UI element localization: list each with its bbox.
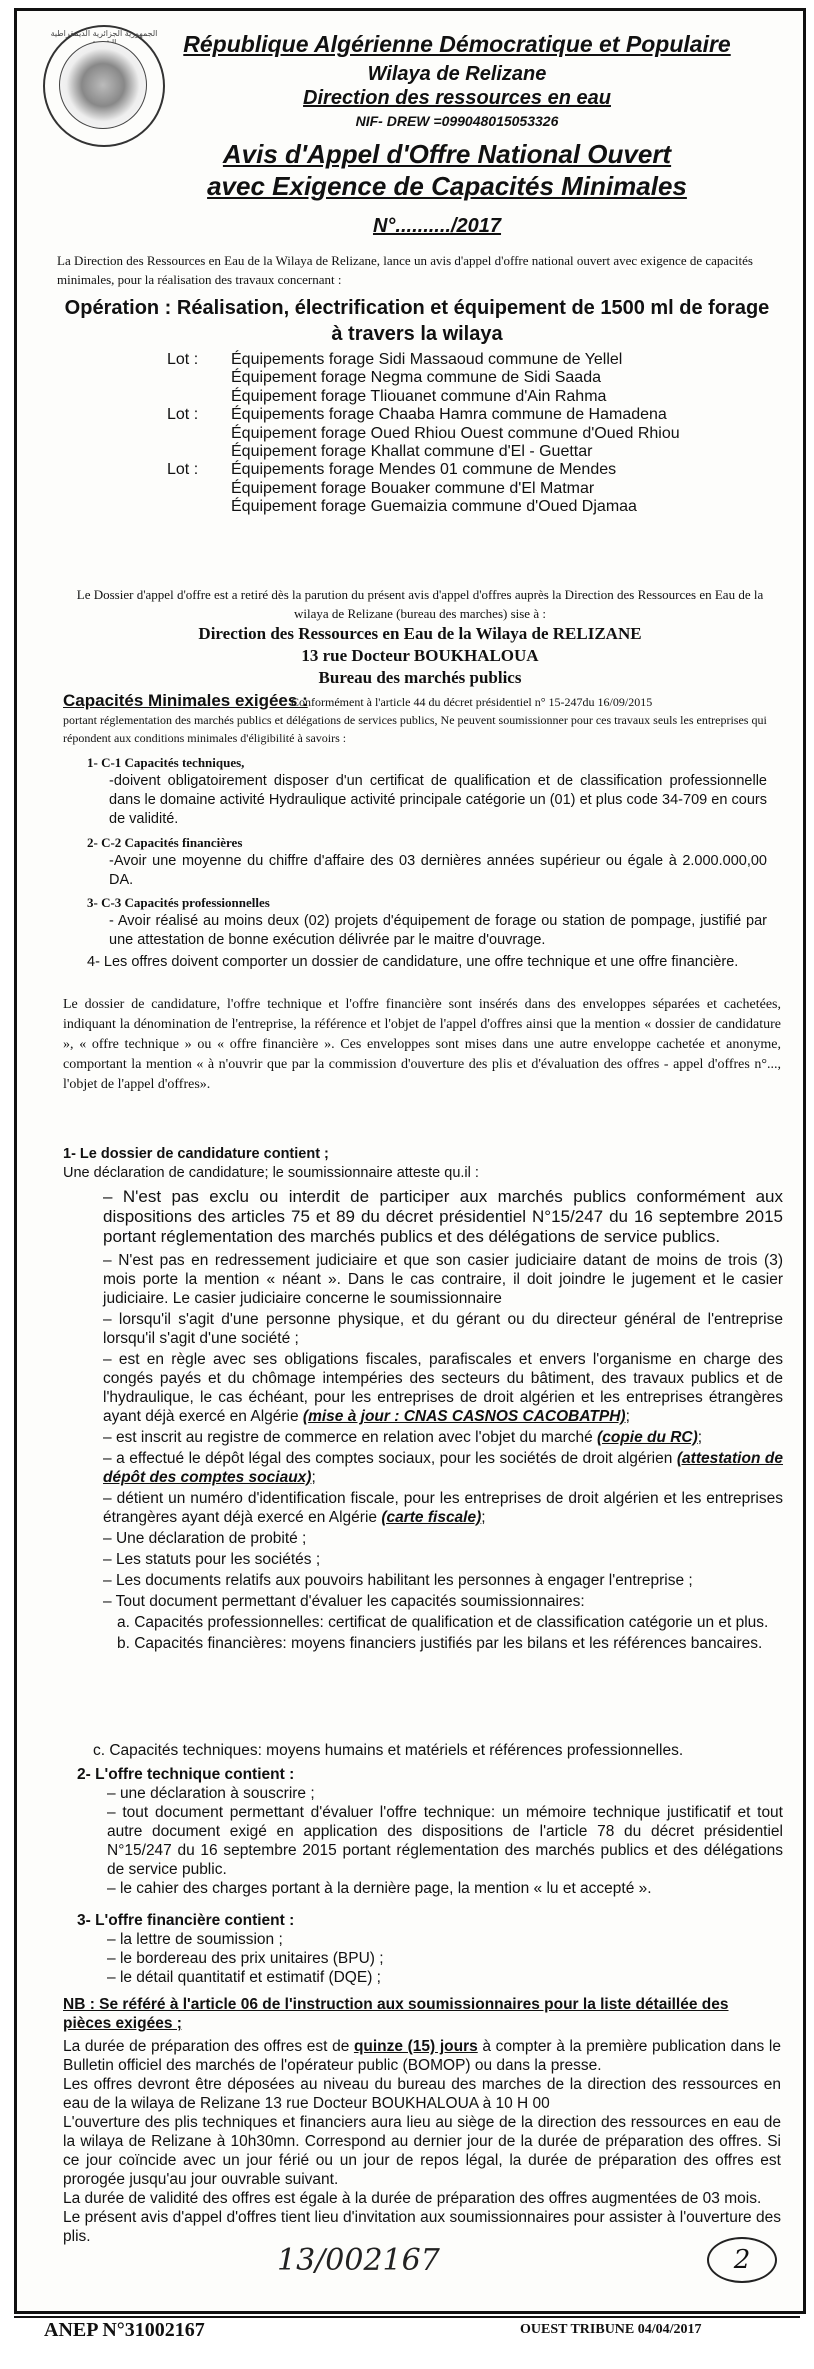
operation-title xyxy=(57,295,777,347)
list-item: – tout document permettant d'évaluer l'offre technique: un mémoire technique justificatif et tout autre document exigé en application des dispositions de l'article 78 du décret présidentiel N°15/247 du 16 septembre 2015 portant réglementation des marchés publics et des délégations de service public. xyxy=(107,1804,783,1878)
technique-section xyxy=(77,1765,783,1898)
sub-item: a. Capacités professionnelles: certificat de qualification et de classification catégorie un et plus. xyxy=(117,1614,769,1631)
lot-item: Équipement forage Guemaizia commune d'Oued Djamaa xyxy=(231,498,637,516)
footer-anep: ANEP N°31002167 xyxy=(44,2319,205,2341)
list-item: – N'est pas en redressement judiciaire et que son casier judiciaire datant de moins de trois (3) mois porte la mention « néant ». Dans le cas contraire, il doit joindre le jugement et le casier judiciaire. Le casier judiciaire concerne le soumissionnaire xyxy=(103,1252,783,1307)
seal-emblem-icon xyxy=(59,41,147,129)
validity-paragraph: La durée de validité des offres est égale à la durée de préparation des offres augmentées de 03 mois. xyxy=(63,2190,762,2207)
lot-row xyxy=(167,425,767,443)
address-line1: Direction des Ressources en Eau de la Wilaya de RELIZANE xyxy=(198,624,642,643)
official-seal xyxy=(43,25,165,147)
handwritten-reference: 13/002167 xyxy=(277,2243,440,2278)
lot-row xyxy=(167,351,767,369)
lot-item: Équipements forage Chaaba Hamra commune de Hamadena xyxy=(231,406,667,424)
lot-row xyxy=(167,480,767,498)
candidature-list xyxy=(103,1187,783,1653)
address-line2: 13 rue Docteur BOUKHALOUA xyxy=(301,646,539,665)
lot-item: Équipement forage Negma commune de Sidi Saada xyxy=(231,369,601,387)
lots-list xyxy=(167,351,767,517)
notice-title-line1: Avis d'Appel d'Offre National Ouvert xyxy=(222,139,672,169)
list-item: – le détail quantitatif et estimatif (DQE) ; xyxy=(107,1969,381,1986)
list-item: – Tout document permettant d'évaluer les capacités soumissionnaires: xyxy=(103,1593,585,1610)
list-item: – Une déclaration de probité ; xyxy=(103,1530,307,1547)
lot-label: Lot : xyxy=(167,351,199,368)
lot-item: Équipements forage Sidi Massaoud commune de Yellel xyxy=(231,351,623,368)
operation-line1: Opération : Réalisation, électrification et équipement de 1500 ml de forage xyxy=(64,297,770,319)
list-item: – N'est pas exclu ou interdit de participer aux marchés publics conformément aux dispositions des articles 75 et 89 du décret présidentiel N°15/247 du 16 septembre 2015 portant réglementation des marchés publics et des délégations de service publics. xyxy=(103,1187,783,1246)
seal-text: الجمهورية الجزائرية الديمقراطية xyxy=(50,29,158,38)
address-line3: Bureau des marchés publics xyxy=(318,668,522,687)
lot-row xyxy=(167,498,767,516)
capacity-c2 xyxy=(87,833,767,890)
list-item: – Les statuts pour les sociétés ; xyxy=(103,1551,321,1568)
lot-item: Équipement forage Bouaker commune d'El Matmar xyxy=(231,479,595,497)
capacity-c4: 4- Les offres doivent comporter un dossier de candidature, une offre technique et une offre financière. xyxy=(87,954,739,970)
operation-line2: à travers la wilaya xyxy=(331,323,503,345)
c3-text: - Avoir réalisé au moins deux (02) projets d'équipement de forage ou station de pompage, justifié par une attestation de bonne exécution délivrée par le maitre d'ouvrage. xyxy=(109,913,767,948)
header-nif: NIF- DREW =099048015053326 xyxy=(355,113,559,129)
c2-text: -Avoir une moyenne du chiffre d'affaire des 03 dernières années supérieur ou égale à 2.000.000,00 DA. xyxy=(109,853,767,888)
lot-item: Équipement forage Oued Rhiou Ouest commune d'Oued Rhiou xyxy=(231,424,680,442)
notice-title-line2: avec Exigence de Capacités Minimales xyxy=(207,171,687,201)
lot-row xyxy=(167,369,767,387)
item-reference: (attestation de dépôt des comptes sociaux) xyxy=(103,1450,783,1486)
lot-row xyxy=(167,461,767,479)
dossier-paragraph: Le Dossier d'appel d'offre est a retiré dès la parution du présent avis d'appel d'offres auprès la Direction des Ressources en Eau de la wilaya de Relizane (bureau des marches) sise à : xyxy=(76,587,764,621)
financiere-section xyxy=(77,1911,783,1987)
capacity-c1 xyxy=(87,753,767,829)
deposit-paragraph: Les offres devront être déposées au niveau du bureau des marches de la direction des ressources en eau de la wilaya de Relizane 13 rue Docteur BOUKHALOUA à 10 H 00 xyxy=(63,2076,781,2112)
notice-number: N°........../2017 xyxy=(372,215,502,237)
header-wilaya: Wilaya de Relizane xyxy=(367,63,547,85)
header-republic: République Algérienne Démocratique et Populaire xyxy=(183,31,731,57)
c1-title: 1- C-1 Capacités techniques, xyxy=(87,755,245,770)
invitation-paragraph: Le présent avis d'appel d'offres tient lieu d'invitation aux soumissionnaires pour assister à l'ouverture des plis. xyxy=(63,2209,781,2245)
item-reference: (carte fiscale) xyxy=(381,1509,482,1526)
item-reference: (mise à jour : CNAS CASNOS CACOBATPH) xyxy=(302,1408,626,1425)
capacity-c3 xyxy=(87,893,767,950)
capacities-title: Capacités Minimales exigées : xyxy=(63,691,308,710)
intro-paragraph: La Direction des Ressources en Eau de la Wilaya de Relizane, lance un avis d'appel d'offre national ouvert avec exigence de capacités minimales, pour la réalisation des travaux concernant : xyxy=(57,253,753,287)
lot-label: Lot : xyxy=(167,461,199,479)
lot-item: Équipement forage Khallat commune d'El - Guettar xyxy=(231,443,593,461)
list-item: – est en règle avec ses obligations fiscales, parafiscales et envers l'organisme en charge des congés payés et du chômage intempéries des secteurs du bâtiment, des travaux publics et de l'hydraulique, le cas échéant, pour les entreprises de droit algérien et les entreprises étrangères ayant déjà exercé en Algérie (mise à jour : CNAS CASNOS CACOBATPH); xyxy=(103,1351,783,1425)
lot-item: Équipement forage Tliouanet commune d'Ain Rahma xyxy=(231,387,607,405)
capacities-reference: Conformément à l'article 44 du décret présidentiel n° 15-247du 16/09/2015 xyxy=(291,695,653,709)
list-item: – est inscrit au registre de commerce en relation avec l'objet du marché (copie du RC); xyxy=(103,1429,703,1446)
list-item: – la lettre de soumission ; xyxy=(107,1931,283,1948)
lot-row xyxy=(167,406,767,424)
financiere-title: 3- L'offre financière contient : xyxy=(77,1912,295,1929)
list-item: – le cahier des charges portant à la dernière page, la mention « lu et accepté ». xyxy=(107,1880,652,1897)
candidature-intro: Une déclaration de candidature; le soumissionnaire atteste qu.il : xyxy=(63,1165,479,1181)
notice-sheet xyxy=(14,8,806,2314)
final-paragraphs xyxy=(63,2037,781,2246)
item-reference: (copie du RC) xyxy=(597,1429,698,1446)
page-number: 2 xyxy=(707,2237,777,2283)
envelope-paragraph: Le dossier de candidature, l'offre technique et l'offre financière sont insérés dans des enveloppes séparées et cachetées, indiquant la dénomination de l'entreprise, la référence et l'objet de l'appel d'offres ainsi que la mention « dossier de candidature », « offre technique » ou « offre financière ». Ces enveloppes sont mises dans une autre enveloppe cachetée et anonyme, comportant la mention « à n'ouvrir que par la commission d'ouverture des plis et d'évaluation des offres - appel d'offres n°..., l'objet de l'appel d'offres». xyxy=(63,997,781,1092)
lot-label: Lot : xyxy=(167,406,199,424)
lot-row xyxy=(167,443,767,461)
list-item: – lorsqu'il s'agit d'une personne physique, et du gérant ou du directeur général de l'entreprise lorsqu'il s'agit d'une société ; xyxy=(103,1311,783,1347)
c3-title: 3- C-3 Capacités professionnelles xyxy=(87,895,270,910)
nb-note: NB : Se référé à l'article 06 de l'instruction aux soumissionnaires pour la liste détaillée des pièces exigées ; xyxy=(63,1996,729,2032)
lot-item: Équipements forage Mendes 01 commune de Mendes xyxy=(231,461,617,479)
c2-title: 2- C-2 Capacités financières xyxy=(87,835,243,850)
sub-item: c. Capacités techniques: moyens humains et matériels et références professionnelles. xyxy=(93,1742,684,1759)
duration-value: quinze (15) jours xyxy=(353,2038,478,2055)
list-item: – le bordereau des prix unitaires (BPU) ; xyxy=(107,1950,384,1967)
footer-divider xyxy=(14,2316,800,2318)
header-direction: Direction des ressources en eau xyxy=(303,87,611,109)
preparation-duration: La durée de préparation des offres est de quinze (15) jours à compter à la première publication dans le Bulletin officiel des marchés de l'opérateur public (BOMOP) ou dans la presse. xyxy=(63,2038,781,2074)
list-item: – a effectué le dépôt légal des comptes sociaux, pour les sociétés de droit algérien (attestation de dépôt des comptes sociaux); xyxy=(103,1450,783,1486)
c1-text: -doivent obligatoirement disposer d'un certificat de qualification et de classification professionnelle dans le domaine activité Hydraulique activité principale catégorie un (01) et plus code 34-709 en cours de validité. xyxy=(109,773,767,827)
candidature-section xyxy=(63,1145,783,1183)
list-item: – une déclaration à souscrire ; xyxy=(107,1785,315,1802)
list-item: – Les documents relatifs aux pouvoirs habilitant les personnes à engager l'entreprise ; xyxy=(103,1572,693,1589)
lot-row xyxy=(167,388,767,406)
list-item: – détient un numéro d'identification fiscale, pour les entreprises de droit algérien et les entreprises étrangères ayant déjà exercé en Algérie (carte fiscale); xyxy=(103,1490,783,1526)
candidature-title: 1- Le dossier de candidature contient ; xyxy=(63,1146,329,1162)
footer-source: OUEST TRIBUNE 04/04/2017 xyxy=(520,2322,702,2337)
technique-title: 2- L'offre technique contient : xyxy=(77,1766,295,1783)
sub-item: b. Capacités financières: moyens financiers justifiés par les bilans et les références bancaires. xyxy=(117,1635,763,1652)
capacities-text: portant réglementation des marchés publics et délégations de services publics, Ne peuvent soumissionner pour ces travaux seuls les entreprises qui répondent aux conditions minimales d'éligibilité à savoirs : xyxy=(63,713,767,745)
opening-paragraph: L'ouverture des plis techniques et financiers aura lieu au siège de la direction des ressources en eau de la wilaya de Relizane à 10h30mn. Correspond au dernier jour de la durée de préparation des offres. Si ce jour coïncide avec un jour férié ou un jour de repos légal, la durée de préparation des offres est prorogée jusqu'au jour ouvrable suivant. xyxy=(63,2114,781,2188)
